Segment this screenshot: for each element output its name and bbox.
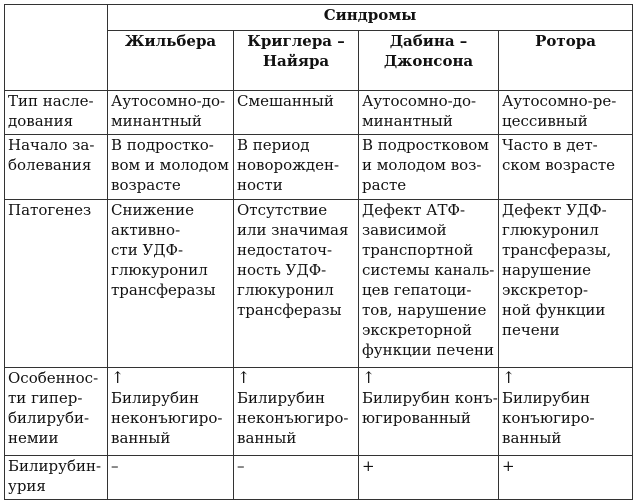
table-cell: [359, 135, 499, 200]
cell-line: ность УДФ-: [237, 261, 327, 279]
cell-line: Билирубин: [111, 389, 200, 407]
cell-line: нарушение: [502, 261, 592, 279]
cell-line: глюкуронил: [237, 281, 334, 299]
table-cell: [499, 456, 633, 500]
up-arrow-icon: ↑: [362, 368, 376, 387]
cell-line: глюкуронил: [111, 261, 208, 279]
table-row-bilirubinuria: [5, 456, 633, 500]
cell-line: ванный: [502, 429, 562, 447]
header-line: Найяра: [262, 52, 330, 70]
cell-line: минантный: [111, 112, 202, 130]
cell-line: Дефект АТФ-: [362, 201, 466, 219]
table-cell: [359, 456, 499, 500]
cell-line: Билирубин: [237, 389, 326, 407]
cell-line: трансферазы: [111, 281, 216, 299]
cell-line: экскреторной: [362, 321, 472, 339]
table-cell: [359, 200, 499, 368]
cell-line: возрасте: [111, 176, 181, 194]
cell-line: Отсутствие: [237, 201, 328, 219]
cell-line: неконъюгиро-: [237, 409, 349, 427]
cell-line: активно-: [111, 221, 181, 239]
up-arrow-icon: ↑: [111, 368, 125, 387]
cell-line: недостаточ-: [237, 241, 333, 259]
cell-line: +: [362, 457, 375, 475]
table-cell: [108, 368, 234, 456]
cell-line: зависимой: [362, 221, 447, 239]
cell-line: Снижение: [111, 201, 195, 219]
row-header-bilirubinuria: [5, 456, 108, 500]
column-header-dubin-johnson: [359, 31, 499, 91]
cell-line: Аутосомно-до-: [111, 92, 226, 110]
table-cell: [499, 91, 633, 135]
table-row-pathogenesis: [5, 200, 633, 368]
cell-line: Часто в дет-: [502, 136, 598, 154]
row-header-line: Билирубин-: [8, 457, 102, 475]
corner-cell: [5, 5, 108, 91]
table-cell: [108, 456, 234, 500]
cell-line: трансферазы: [237, 301, 342, 319]
cell-line: Аутосомно-ре-: [502, 92, 617, 110]
cell-line: В подростковом: [362, 136, 489, 154]
cell-line: –: [111, 457, 119, 475]
table-cell: [359, 91, 499, 135]
cell-line: Билирубин конъ-: [362, 389, 498, 407]
cell-line: ной функции: [502, 301, 606, 319]
cell-line: транспортной: [362, 241, 474, 259]
cell-line: функции печени: [362, 341, 495, 359]
group-header: Синдромы: [108, 5, 633, 31]
table-cell: [234, 200, 359, 368]
cell-line: цев гепатоци-: [362, 281, 472, 299]
row-header-line: ти гипер-: [8, 389, 83, 407]
cell-line: Дефект УДФ-: [502, 201, 607, 219]
cell-line: или значимая: [237, 221, 349, 239]
row-header-line: дования: [8, 112, 74, 130]
table-cell: [234, 135, 359, 200]
row-header-line: Начало за-: [8, 136, 95, 154]
column-header-gilbert: [108, 31, 234, 91]
table-cell: [108, 200, 234, 368]
cell-line: минантный: [362, 112, 453, 130]
up-arrow-icon: ↑: [237, 368, 251, 387]
cell-line: глюкуронил: [502, 221, 599, 239]
cell-line: ности: [237, 176, 283, 194]
table-cell: [499, 368, 633, 456]
row-header-inheritance: [5, 91, 108, 135]
table-cell: [499, 200, 633, 368]
group-header-row: [5, 5, 633, 31]
cell-line: новорожден-: [237, 156, 340, 174]
cell-line: и молодом воз-: [362, 156, 482, 174]
cell-line: цессивный: [502, 112, 588, 130]
syndromes-table: [4, 4, 633, 500]
cell-line: трансферазы,: [502, 241, 612, 259]
table-cell: [108, 135, 234, 200]
row-header-line: Патогенез: [8, 201, 92, 219]
cell-line: Билирубин: [502, 389, 591, 407]
row-header-line: урия: [8, 477, 46, 495]
cell-line: экскретор-: [502, 281, 589, 299]
cell-line: тов, нарушение: [362, 301, 487, 319]
cell-line: сти УДФ-: [111, 241, 184, 259]
cell-line: Аутосомно-до-: [362, 92, 477, 110]
table-row-hyperbilirubinemia: [5, 368, 633, 456]
table-row-onset: [5, 135, 633, 200]
row-header-line: немии: [8, 429, 59, 447]
cell-line: системы каналь-: [362, 261, 495, 279]
row-header-line: Особеннос-: [8, 369, 99, 387]
header-line: Криглера –: [247, 32, 345, 50]
cell-line: югированный: [362, 409, 471, 427]
header-line: Ротора: [535, 32, 596, 50]
cell-line: конъюгиро-: [502, 409, 595, 427]
column-header-crigler-najjar: [234, 31, 359, 91]
up-arrow-icon: ↑: [502, 368, 516, 387]
header-line: Жильбера: [124, 32, 217, 50]
cell-line: +: [502, 457, 515, 475]
cell-line: ванный: [237, 429, 297, 447]
column-header-rotor: [499, 31, 633, 91]
cell-line: расте: [362, 176, 407, 194]
table-cell: [234, 91, 359, 135]
cell-line: ском возрасте: [502, 156, 616, 174]
row-header-onset: [5, 135, 108, 200]
cell-line: –: [237, 457, 245, 475]
table-cell: [499, 135, 633, 200]
cell-line: В подростко-: [111, 136, 214, 154]
row-header-line: болевания: [8, 156, 92, 174]
table-cell: [359, 368, 499, 456]
cell-line: неконъюгиро-: [111, 409, 223, 427]
header-line: Джонсона: [383, 52, 474, 70]
cell-line: вом и молодом: [111, 156, 229, 174]
row-header-line: билируби-: [8, 409, 90, 427]
cell-line: Смешанный: [237, 92, 334, 110]
table-row-inheritance: [5, 91, 633, 135]
table-cell: [234, 368, 359, 456]
cell-line: В период: [237, 136, 310, 154]
row-header-pathogenesis: [5, 200, 108, 368]
table-cell: [108, 91, 234, 135]
row-header-hyperbilirubinemia: [5, 368, 108, 456]
row-header-line: Тип насле-: [8, 92, 94, 110]
cell-line: ванный: [111, 429, 171, 447]
table-cell: [234, 456, 359, 500]
cell-line: печени: [502, 321, 560, 339]
header-line: Дабина –: [389, 32, 468, 50]
